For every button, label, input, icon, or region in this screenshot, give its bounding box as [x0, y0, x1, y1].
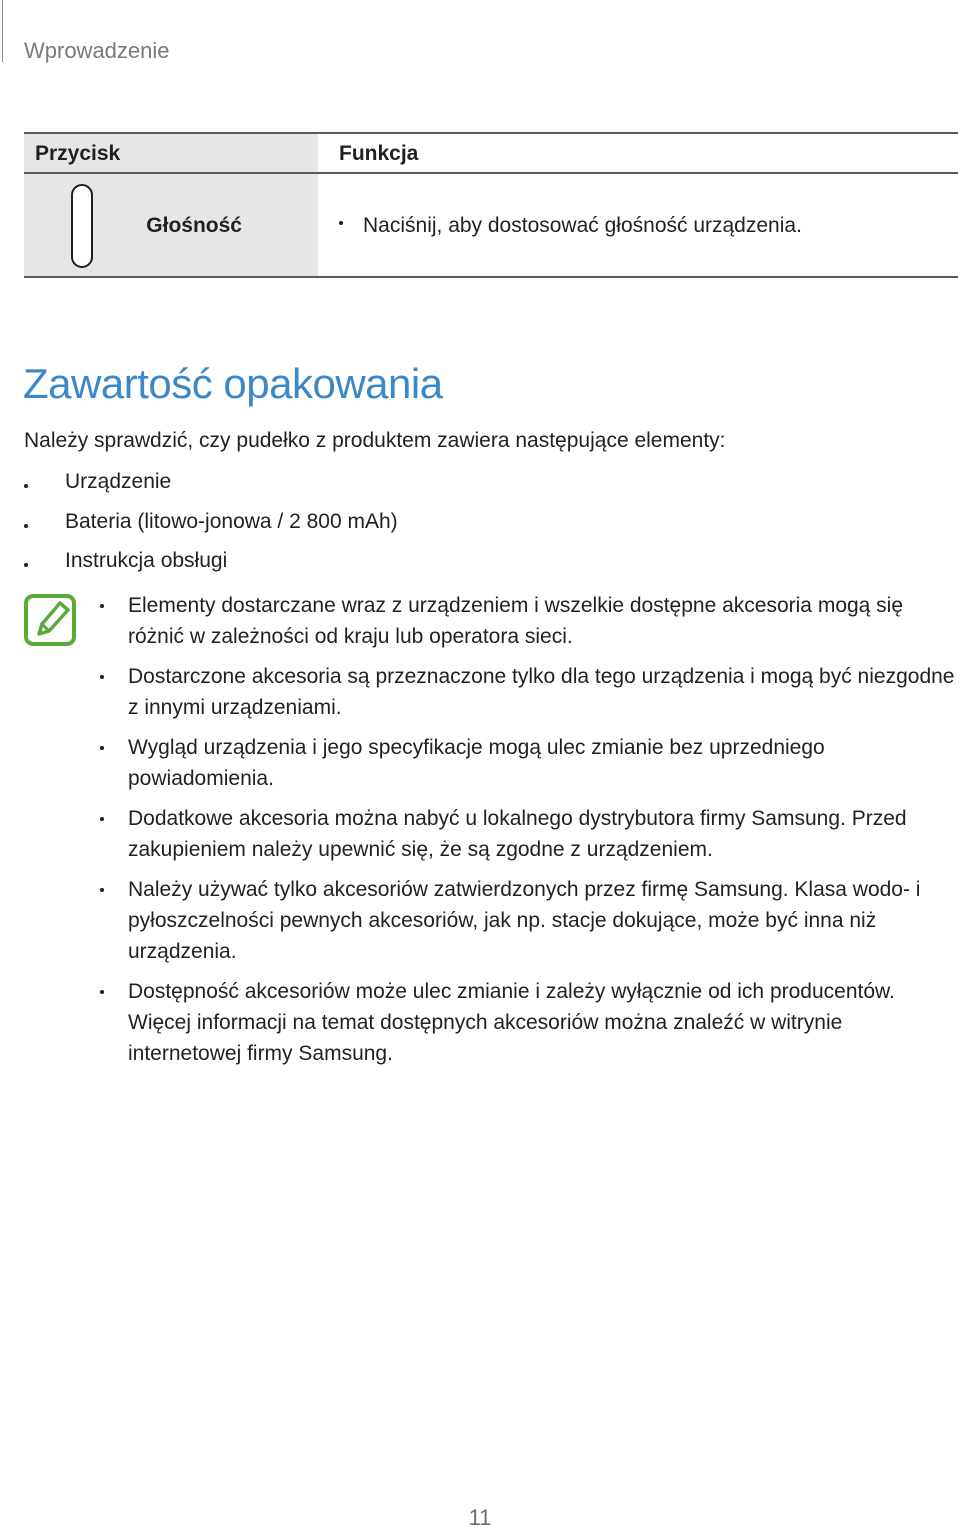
button-function-table [24, 132, 958, 278]
note-item [100, 732, 958, 794]
note-text: Wygląd urządzenia i jego specyfikacje mogą ulec zmianie bez uprzedniego powiadomienia. [128, 736, 825, 790]
bullet [100, 990, 104, 994]
package-item: Bateria (litowo-jonowa / 2 800 mAh) [65, 509, 398, 533]
note-text: Należy używać tylko akcesoriów zatwierdzonych przez firmę Samsung. Klasa wodo- i pyłoszczelności pewnych akcesoriów, jak np. stacje dokujące, może być inna niż urządzenia. [128, 878, 921, 963]
function-text: Naciśnij, aby dostosować głośność urządzenia. [363, 214, 802, 237]
note-pencil-icon [24, 594, 76, 646]
page-number: 11 [468, 1505, 492, 1530]
note-text: Elementy dostarczane wraz z urządzeniem i wszelkie dostępne akcesoria mogą się różnić w zależności od kraju lub operatora sieci. [128, 594, 904, 648]
note-text: Dostarczone akcesoria są przeznaczone tylko dla tego urządzenia i mogą być niezgodne z innymi urządzeniami. [128, 665, 955, 719]
note-text: Dodatkowe akcesoria można nabyć u lokalnego dystrybutora firmy Samsung. Przed zakupieniem należy upewnić się, że są zgodne z urządzeniem. [128, 807, 907, 861]
bullet [100, 746, 104, 750]
table-row [24, 174, 958, 278]
note-item [100, 661, 958, 723]
column-header-function: Funkcja [339, 142, 419, 165]
note-item [100, 976, 958, 1069]
intro-text: Należy sprawdzić, czy pudełko z produktem zawiera następujące elementy: [24, 429, 726, 452]
bullet [24, 484, 28, 488]
package-item: Urządzenie [65, 470, 172, 493]
notes-list [100, 590, 958, 1078]
column-header-button: Przycisk [35, 142, 121, 165]
bullet [100, 817, 104, 821]
button-name: Głośność [146, 214, 242, 237]
page-title: Zawartość opakowania [23, 360, 443, 407]
bullet [24, 563, 28, 567]
bullet [100, 675, 104, 679]
bullet [339, 221, 343, 225]
list-item [24, 510, 398, 550]
bullet [100, 604, 104, 608]
note-text: Dostępność akcesoriów może ulec zmianie i zależy wyłącznie od ich producentów. Więcej informacji na temat dostępnych akcesoriów można znaleźć w witrynie internetowej firmy Samsung. [128, 980, 895, 1065]
package-item: Instrukcja obsługi [65, 549, 228, 572]
list-item [24, 470, 398, 510]
note-item [100, 803, 958, 865]
note-item [100, 590, 958, 652]
margin-rule [2, 0, 3, 62]
function-description [339, 214, 802, 238]
volume-key-icon [71, 184, 93, 268]
package-items-list [24, 470, 398, 589]
list-item [24, 549, 398, 589]
bullet [100, 888, 104, 892]
note-item [100, 874, 958, 967]
section-header: Wprowadzenie [24, 38, 170, 63]
bullet [24, 524, 28, 528]
table-header-row [24, 132, 958, 174]
